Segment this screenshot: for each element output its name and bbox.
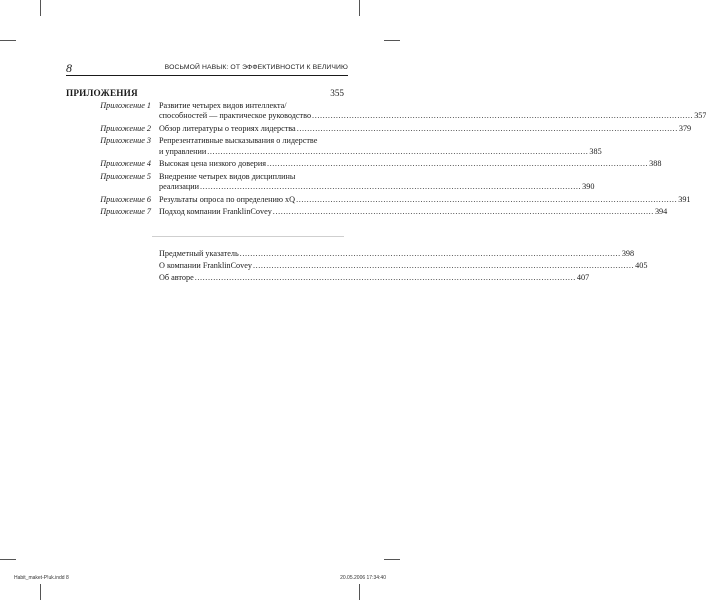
leader-dots (267, 159, 648, 169)
toc-entry[interactable] (159, 261, 648, 271)
entry-page: 379 (678, 123, 692, 133)
entry-page: 394 (654, 207, 668, 217)
entry-title: Внедрение четырех видов дисциплины (159, 171, 296, 181)
entry-title: Предметный указатель (159, 249, 239, 258)
appendix-label: Приложение 1 (100, 101, 151, 110)
back-matter-list (159, 249, 648, 285)
crop-mark (384, 40, 400, 41)
crop-mark (40, 0, 41, 16)
toc-entry[interactable] (66, 101, 706, 121)
appendix-list (66, 101, 706, 220)
page-number: 8 (66, 61, 72, 75)
crop-mark (359, 0, 360, 16)
header-rule (66, 75, 348, 76)
leader-dots (200, 182, 581, 192)
leader-dots (195, 273, 576, 283)
leader-dots (297, 124, 678, 134)
toc-entry[interactable] (66, 123, 692, 134)
appendix-label: Приложение 5 (100, 171, 151, 181)
entry-title: способностей — практическое руководство (159, 111, 312, 121)
entry-title: Высокая цена низкого доверия (159, 159, 266, 169)
slug-date-info: 20.05.2006 17:34:40 (340, 575, 386, 581)
toc-entry[interactable] (159, 273, 590, 283)
entry-title: Результаты опроса по определению xQ (159, 194, 296, 204)
entry-page: 385 (589, 146, 602, 156)
toc-entry[interactable] (66, 194, 691, 205)
entry-title: реализации (159, 181, 200, 191)
entry-page: 407 (576, 273, 590, 282)
section-title: ПРИЛОЖЕНИЯ (66, 88, 138, 98)
leader-dots (240, 249, 621, 259)
leader-dots (253, 261, 634, 271)
entry-page: 390 (582, 181, 595, 191)
running-head: ВОСЬМОЙ НАВЫК: ОТ ЭФФЕКТИВНОСТИ К ВЕЛИЧИЮ (164, 64, 348, 71)
divider (152, 236, 344, 237)
leader-dots (296, 195, 677, 205)
entry-title: Подход компании FranklinCovey (159, 207, 272, 217)
toc-entry[interactable] (159, 249, 635, 259)
entry-page: 357 (694, 111, 706, 121)
entry-page: 405 (635, 261, 648, 270)
crop-mark (384, 559, 400, 560)
crop-mark (0, 40, 16, 41)
entry-page: 391 (678, 194, 691, 204)
crop-mark (0, 559, 16, 560)
appendix-label: Приложение 3 (100, 136, 151, 146)
entry-title: и управлении (159, 146, 207, 156)
toc-entry[interactable] (66, 171, 595, 192)
appendix-label: Приложение 4 (100, 159, 151, 169)
crop-mark (359, 584, 360, 600)
entry-title: О компании FranklinCovey (159, 261, 252, 270)
entry-page: 398 (621, 249, 635, 258)
appendix-label: Приложение 2 (100, 123, 151, 133)
slug-file-info: Habit_maket-P!uk.indd 8 (14, 575, 69, 581)
crop-mark (40, 584, 41, 600)
section-page: 355 (330, 88, 344, 98)
leader-dots (207, 147, 588, 157)
entry-page: 388 (649, 159, 662, 169)
entry-title: Об авторе (159, 273, 194, 282)
appendix-label: Приложение 6 (100, 194, 151, 204)
entry-title: Развитие четырех видов интеллекта/ (159, 101, 287, 110)
leader-dots (312, 111, 693, 121)
leader-dots (273, 207, 654, 217)
toc-entry[interactable] (66, 136, 602, 156)
toc-entry[interactable] (66, 207, 668, 217)
appendix-label: Приложение 7 (100, 207, 151, 217)
entry-title: Репрезентативные высказывания о лидерстве (159, 136, 318, 146)
entry-title: Обзор литературы о теориях лидерства (159, 123, 296, 133)
toc-entry[interactable] (66, 159, 662, 169)
